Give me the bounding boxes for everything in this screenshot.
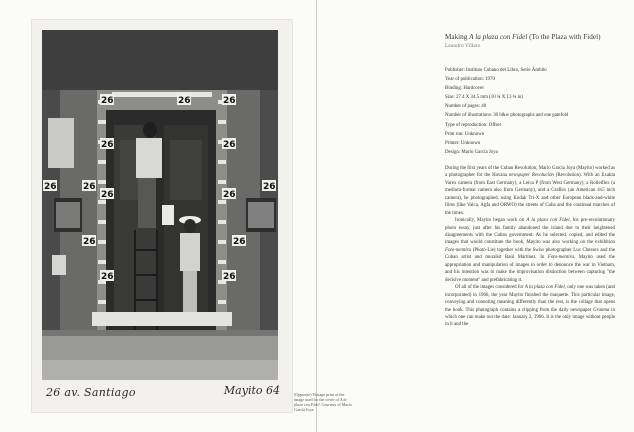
sign-26: 26 — [223, 272, 236, 282]
body-paragraph: During the first years of the Cuban Revolution, Mario García Joya (Mayito) worked as a photographer for the Havana newspaper Revolución (Revolution). With an Exakta Varex camera (from East Germany), a Leica P (from West Germany), a Rolleiflex (a medium-format camera also from Germany), and a Graflex (an American 4x5 inch camera), he photographed, using Kodak Tri-X and other European black-and-white films (like Valca, Agfa and ORWO) the streets of Cuba and the continual marches of the times. — [445, 165, 615, 216]
sign-26: 26 — [101, 190, 114, 200]
title-suffix: (To the Plaza with Fidel) — [529, 33, 601, 41]
street-photograph — [42, 30, 278, 380]
metadata-size: Size: 27.4 X 34.5 mm (10 ¾ X 13 ¾ in) — [445, 95, 523, 101]
page-gutter — [316, 0, 317, 432]
sign-26: 26 — [223, 140, 236, 150]
sign-26: 26 — [44, 182, 57, 192]
metadata-print-run: Print run: Unknown — [445, 131, 485, 137]
sign-26: 26 — [233, 237, 246, 247]
photo-caption — [294, 392, 354, 412]
sign-26: 26 — [223, 96, 236, 106]
article-body — [445, 165, 615, 329]
sign-26: 26 — [178, 96, 191, 106]
vintage-print — [32, 20, 292, 412]
metadata-pages: Number of pages: 40 — [445, 104, 487, 110]
article-title — [445, 33, 615, 42]
metadata-printer: Printer: Unknown — [445, 140, 481, 146]
caption-suffix: . Courtesy of Mario García Joya — [294, 402, 352, 413]
metadata-year: Year of publication: 1970 — [445, 77, 495, 83]
title-prefix: Making — [445, 33, 468, 41]
body-paragraph: Ironically, Mayito began work on A la plaza con Fidel, his pre-revolutionary photo essay, just after his family abandoned the island due to their heightened disagreements with the Cuban government. As he selected, copied, and edited the images that would constitute the book, Mayito was also working on the exhibition Foto-mentira (Photo-Lie) together with the Swiss photographer Luc Chessex and the Cuban artist and muralist Raúl Martínez. In Foto-mentira, Mayito used the appropriation and manipulation of images in order to denounce the war in Vietnam, and his intention was to make the improvisation distinction between capturing "the decisive moment" and prefabricating it. — [445, 218, 615, 283]
sign-26: 26 — [101, 272, 114, 282]
metadata-binding: Binding: Hardcover — [445, 86, 484, 92]
metadata-reproduction: Type of reproduction: Offset — [445, 122, 501, 128]
photo-inscription-location: 26 av. Santiago — [46, 386, 136, 399]
book-metadata — [445, 66, 615, 157]
metadata-publisher: Publisher: Instituto Cubano del Libro, Serie Ámbito — [445, 68, 547, 73]
metadata-illustrations: Number of illustrations: 30 b&w photographs and one gatefold — [445, 113, 569, 119]
caption-prefix: (Opposite) Vintage print of the image used for the cover of — [294, 392, 345, 403]
sign-26: 26 — [101, 140, 114, 150]
photograph-image — [42, 30, 278, 380]
photo-inscription-signature: Mayito 64 — [223, 384, 280, 397]
title-italic: A la plaza con Fidel — [469, 33, 528, 41]
sign-26: 26 — [263, 182, 276, 192]
article-content — [445, 33, 615, 329]
article-author: Leandro Villaro — [445, 43, 481, 49]
sign-26: 26 — [101, 96, 114, 106]
metadata-design: Design: Mario García Joya — [445, 149, 498, 155]
sign-26: 26 — [83, 182, 96, 192]
body-paragraph: Of all of the images considered for A la plaza con Fidel, only one was taken (and incorporated) in 1966, the year Mayito finished the maquette. This particular image, conveying and connoting meaning differently than the rest, is the collage that opens the book. This photograph contains a clipping from the daily newspaper Granma in which one can make out the date: January 2, 1966. It is the only image without people in it and the — [445, 285, 615, 328]
sign-26: 26 — [83, 237, 96, 247]
caption-title: A la plaza con Fidel — [294, 397, 347, 408]
sign-26: 26 — [223, 190, 236, 200]
